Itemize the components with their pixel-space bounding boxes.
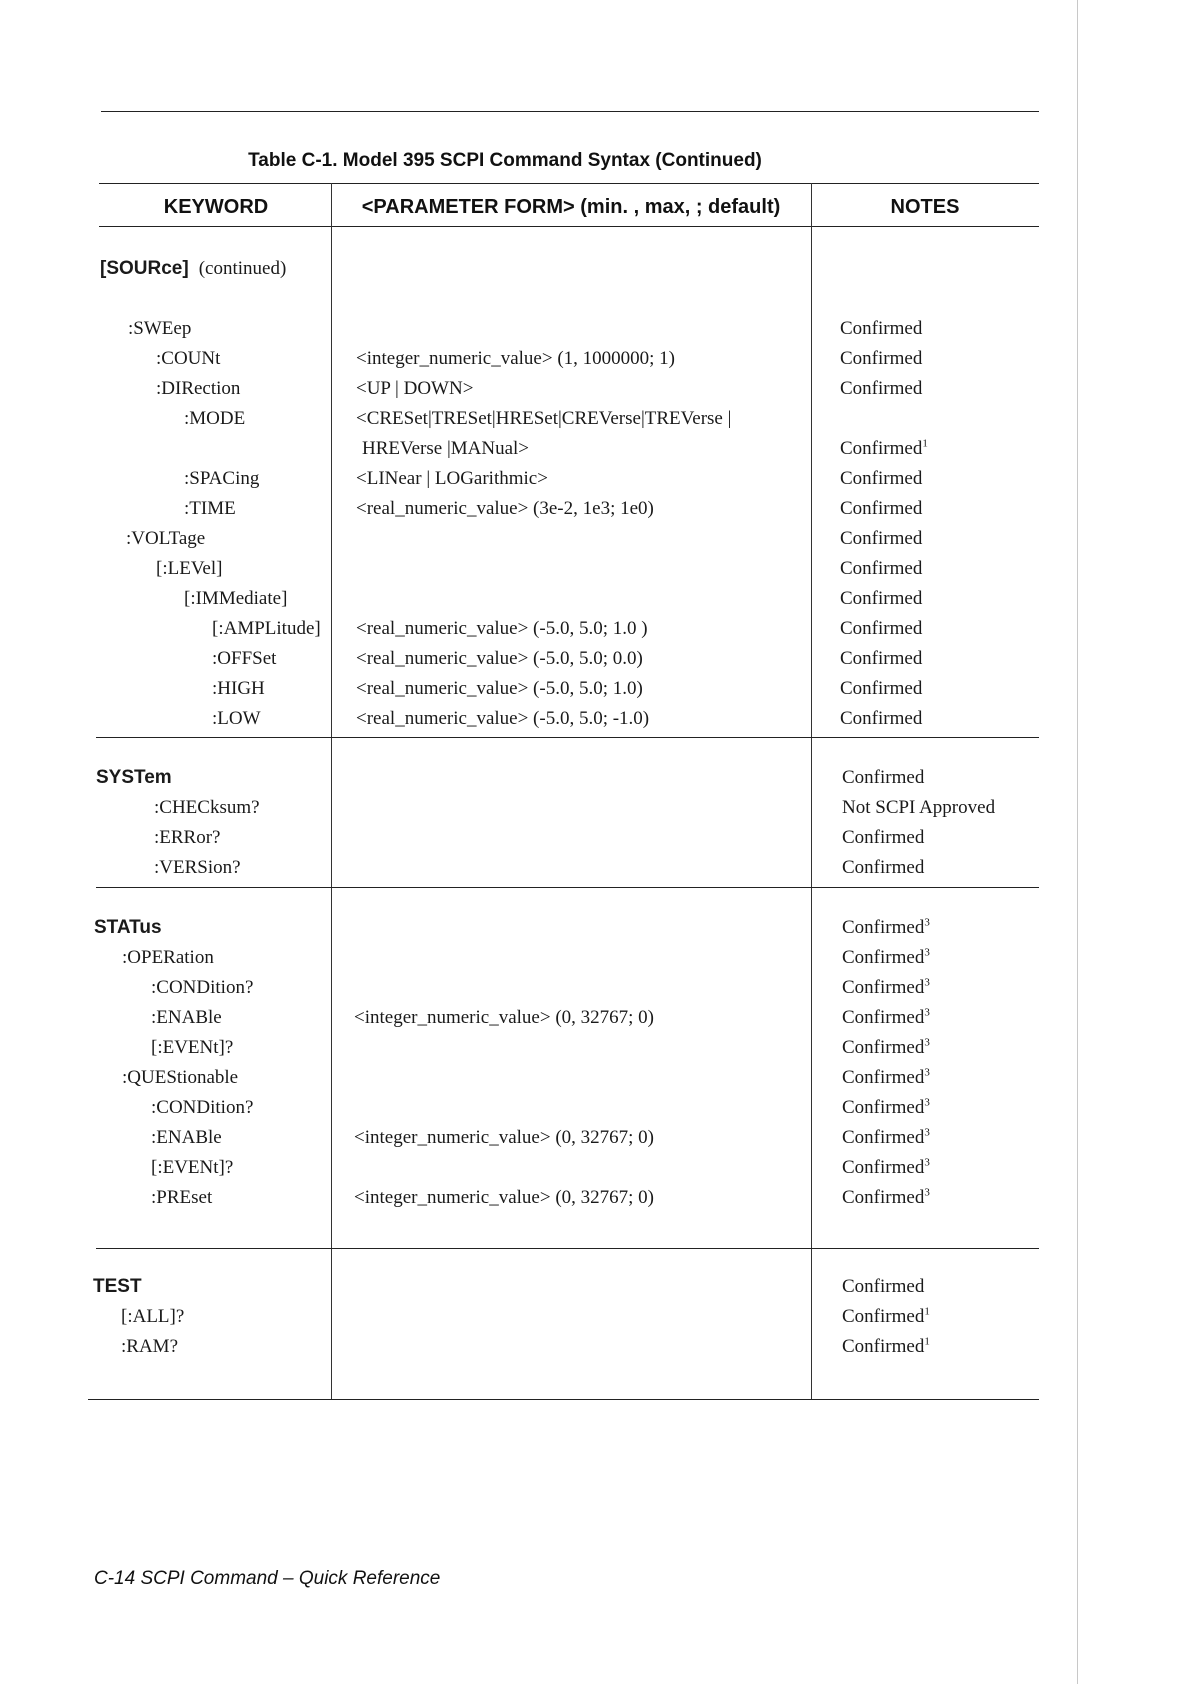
parameter-cell: <integer_numeric_value> (0, 32767; 0) — [354, 1127, 655, 1148]
keyword-cell: :MODE — [184, 408, 246, 429]
notes-cell: Confirmed — [842, 767, 925, 788]
notes-cell: Confirmed — [840, 678, 923, 699]
keyword-cell: :VOLTage — [126, 528, 206, 549]
keyword-cell: :CONDition? — [151, 1097, 254, 1118]
notes-cell: Confirmed — [840, 378, 923, 399]
keyword-cell: :LOW — [212, 708, 261, 729]
notes-cell: Confirmed$^3$ — [842, 976, 930, 998]
notes-cell: Confirmed$^3$ — [842, 1156, 930, 1178]
notes-cell: Confirmed — [840, 708, 923, 729]
keyword-cell: :ERRor? — [154, 827, 221, 848]
notes-cell: Confirmed — [842, 827, 925, 848]
parameter-cell-continuation: HREVerse |MANual> — [362, 438, 530, 459]
section-divider — [96, 737, 1039, 738]
notes-cell: Confirmed$^3$ — [842, 1036, 930, 1058]
notes-cell: Confirmed$^1$ — [842, 1305, 930, 1327]
notes-cell: Confirmed — [840, 348, 923, 369]
parameter-cell: <integer_numeric_value> (0, 32767; 0) — [354, 1007, 655, 1028]
notes-cell: Confirmed$^3$ — [842, 1096, 930, 1118]
section-heading-system: SYSTem — [96, 767, 172, 788]
top-rule — [101, 111, 1039, 112]
notes-cell: Confirmed$^3$ — [842, 1006, 930, 1028]
page-footer: C-14 SCPI Command – Quick Reference — [94, 1568, 441, 1589]
column-divider-left — [331, 183, 332, 1399]
keyword-cell: [:EVENt]? — [151, 1157, 234, 1178]
notes-cell: Confirmed — [840, 318, 923, 339]
table-title: Table C-1. Model 395 SCPI Command Syntax (Continued) — [248, 150, 762, 171]
keyword-cell: :VERSion? — [154, 857, 241, 878]
keyword-cell: :HIGH — [212, 678, 265, 699]
notes-cell: Confirmed — [840, 588, 923, 609]
keyword-cell: :COUNt — [156, 348, 221, 369]
section-heading-source — [100, 257, 286, 281]
notes-cell: Confirmed — [840, 498, 923, 519]
notes-cell: Confirmed$^3$ — [842, 1186, 930, 1208]
section-heading-test: TEST — [93, 1276, 142, 1297]
keyword-cell: :DIRection — [156, 378, 241, 399]
keyword-cell: [:EVENt]? — [151, 1037, 234, 1058]
notes-cell: Confirmed — [840, 468, 923, 489]
notes-cell: Confirmed — [842, 857, 925, 878]
keyword-cell: :SPACing — [184, 468, 260, 489]
notes-cell: Confirmed — [840, 648, 923, 669]
keyword-cell: [:IMMediate] — [184, 588, 288, 609]
notes-cell: Confirmed$^3$ — [842, 946, 930, 968]
keyword-cell: :OPERation — [122, 947, 214, 968]
section-heading-suffix: (continued) — [198, 258, 287, 279]
keyword-cell: :ENABle — [151, 1007, 222, 1028]
parameter-cell: <integer_numeric_value> (1, 1000000; 1) — [356, 348, 676, 369]
keyword-cell: [:AMPLitude] — [212, 618, 321, 639]
header-bottom-rule — [99, 226, 1039, 227]
scan-edge-line — [1077, 0, 1078, 1684]
keyword-cell: [:LEVel] — [156, 558, 223, 579]
keyword-cell: :QUEStionable — [122, 1067, 239, 1088]
notes-cell: Confirmed — [842, 1276, 925, 1297]
notes-cell: Confirmed — [840, 558, 923, 579]
notes-cell: Confirmed$^3$ — [842, 1066, 930, 1088]
section-heading-status: STATus — [94, 917, 162, 938]
notes-cell: Confirmed$^3$ — [842, 916, 930, 938]
column-header-keyword: KEYWORD — [163, 196, 269, 218]
column-divider-right — [811, 183, 812, 1399]
column-header-notes: NOTES — [890, 196, 960, 218]
keyword-cell: [:ALL]? — [121, 1306, 185, 1327]
parameter-cell: <real_numeric_value> (-5.0, 5.0; -1.0) — [356, 708, 650, 729]
notes-cell: Confirmed$^1$ — [842, 1335, 930, 1357]
keyword-cell: :CHECksum? — [154, 797, 260, 818]
parameter-cell: <real_numeric_value> (-5.0, 5.0; 1.0) — [356, 678, 643, 699]
header-top-rule — [99, 183, 1039, 184]
keyword-cell: :SWEep — [128, 318, 192, 339]
parameter-cell: <real_numeric_value> (-5.0, 5.0; 0.0) — [356, 648, 643, 669]
column-header-parameter-form: <PARAMETER FORM> (min. , max, ; default) — [361, 196, 781, 218]
section-divider — [96, 1248, 1039, 1249]
parameter-cell: <LINear | LOGarithmic> — [356, 468, 548, 489]
table-bottom-rule — [88, 1399, 1039, 1400]
section-divider — [96, 887, 1039, 888]
notes-cell: Confirmed$^3$ — [842, 1126, 930, 1148]
notes-cell: Confirmed — [840, 618, 923, 639]
keyword-cell: :TIME — [184, 498, 236, 519]
notes-cell: Not SCPI Approved — [842, 797, 996, 818]
keyword-cell: :ENABle — [151, 1127, 222, 1148]
section-heading-label: [SOURce] — [100, 258, 189, 279]
keyword-cell: :CONDition? — [151, 977, 254, 998]
parameter-cell: <CRESet|TRESet|HRESet|CREVerse|TREVerse | — [356, 408, 732, 429]
keyword-cell: :RAM? — [121, 1336, 178, 1357]
parameter-cell: <integer_numeric_value> (0, 32767; 0) — [354, 1187, 655, 1208]
keyword-cell: :PREset — [151, 1187, 213, 1208]
parameter-cell: <real_numeric_value> (3e-2, 1e3; 1e0) — [356, 498, 654, 519]
notes-cell: Confirmed — [840, 528, 923, 549]
parameter-cell: <UP | DOWN> — [356, 378, 474, 399]
notes-cell: Confirmed$^1$ — [840, 437, 928, 459]
parameter-cell: <real_numeric_value> (-5.0, 5.0; 1.0 ) — [356, 618, 648, 639]
keyword-cell: :OFFSet — [212, 648, 277, 669]
